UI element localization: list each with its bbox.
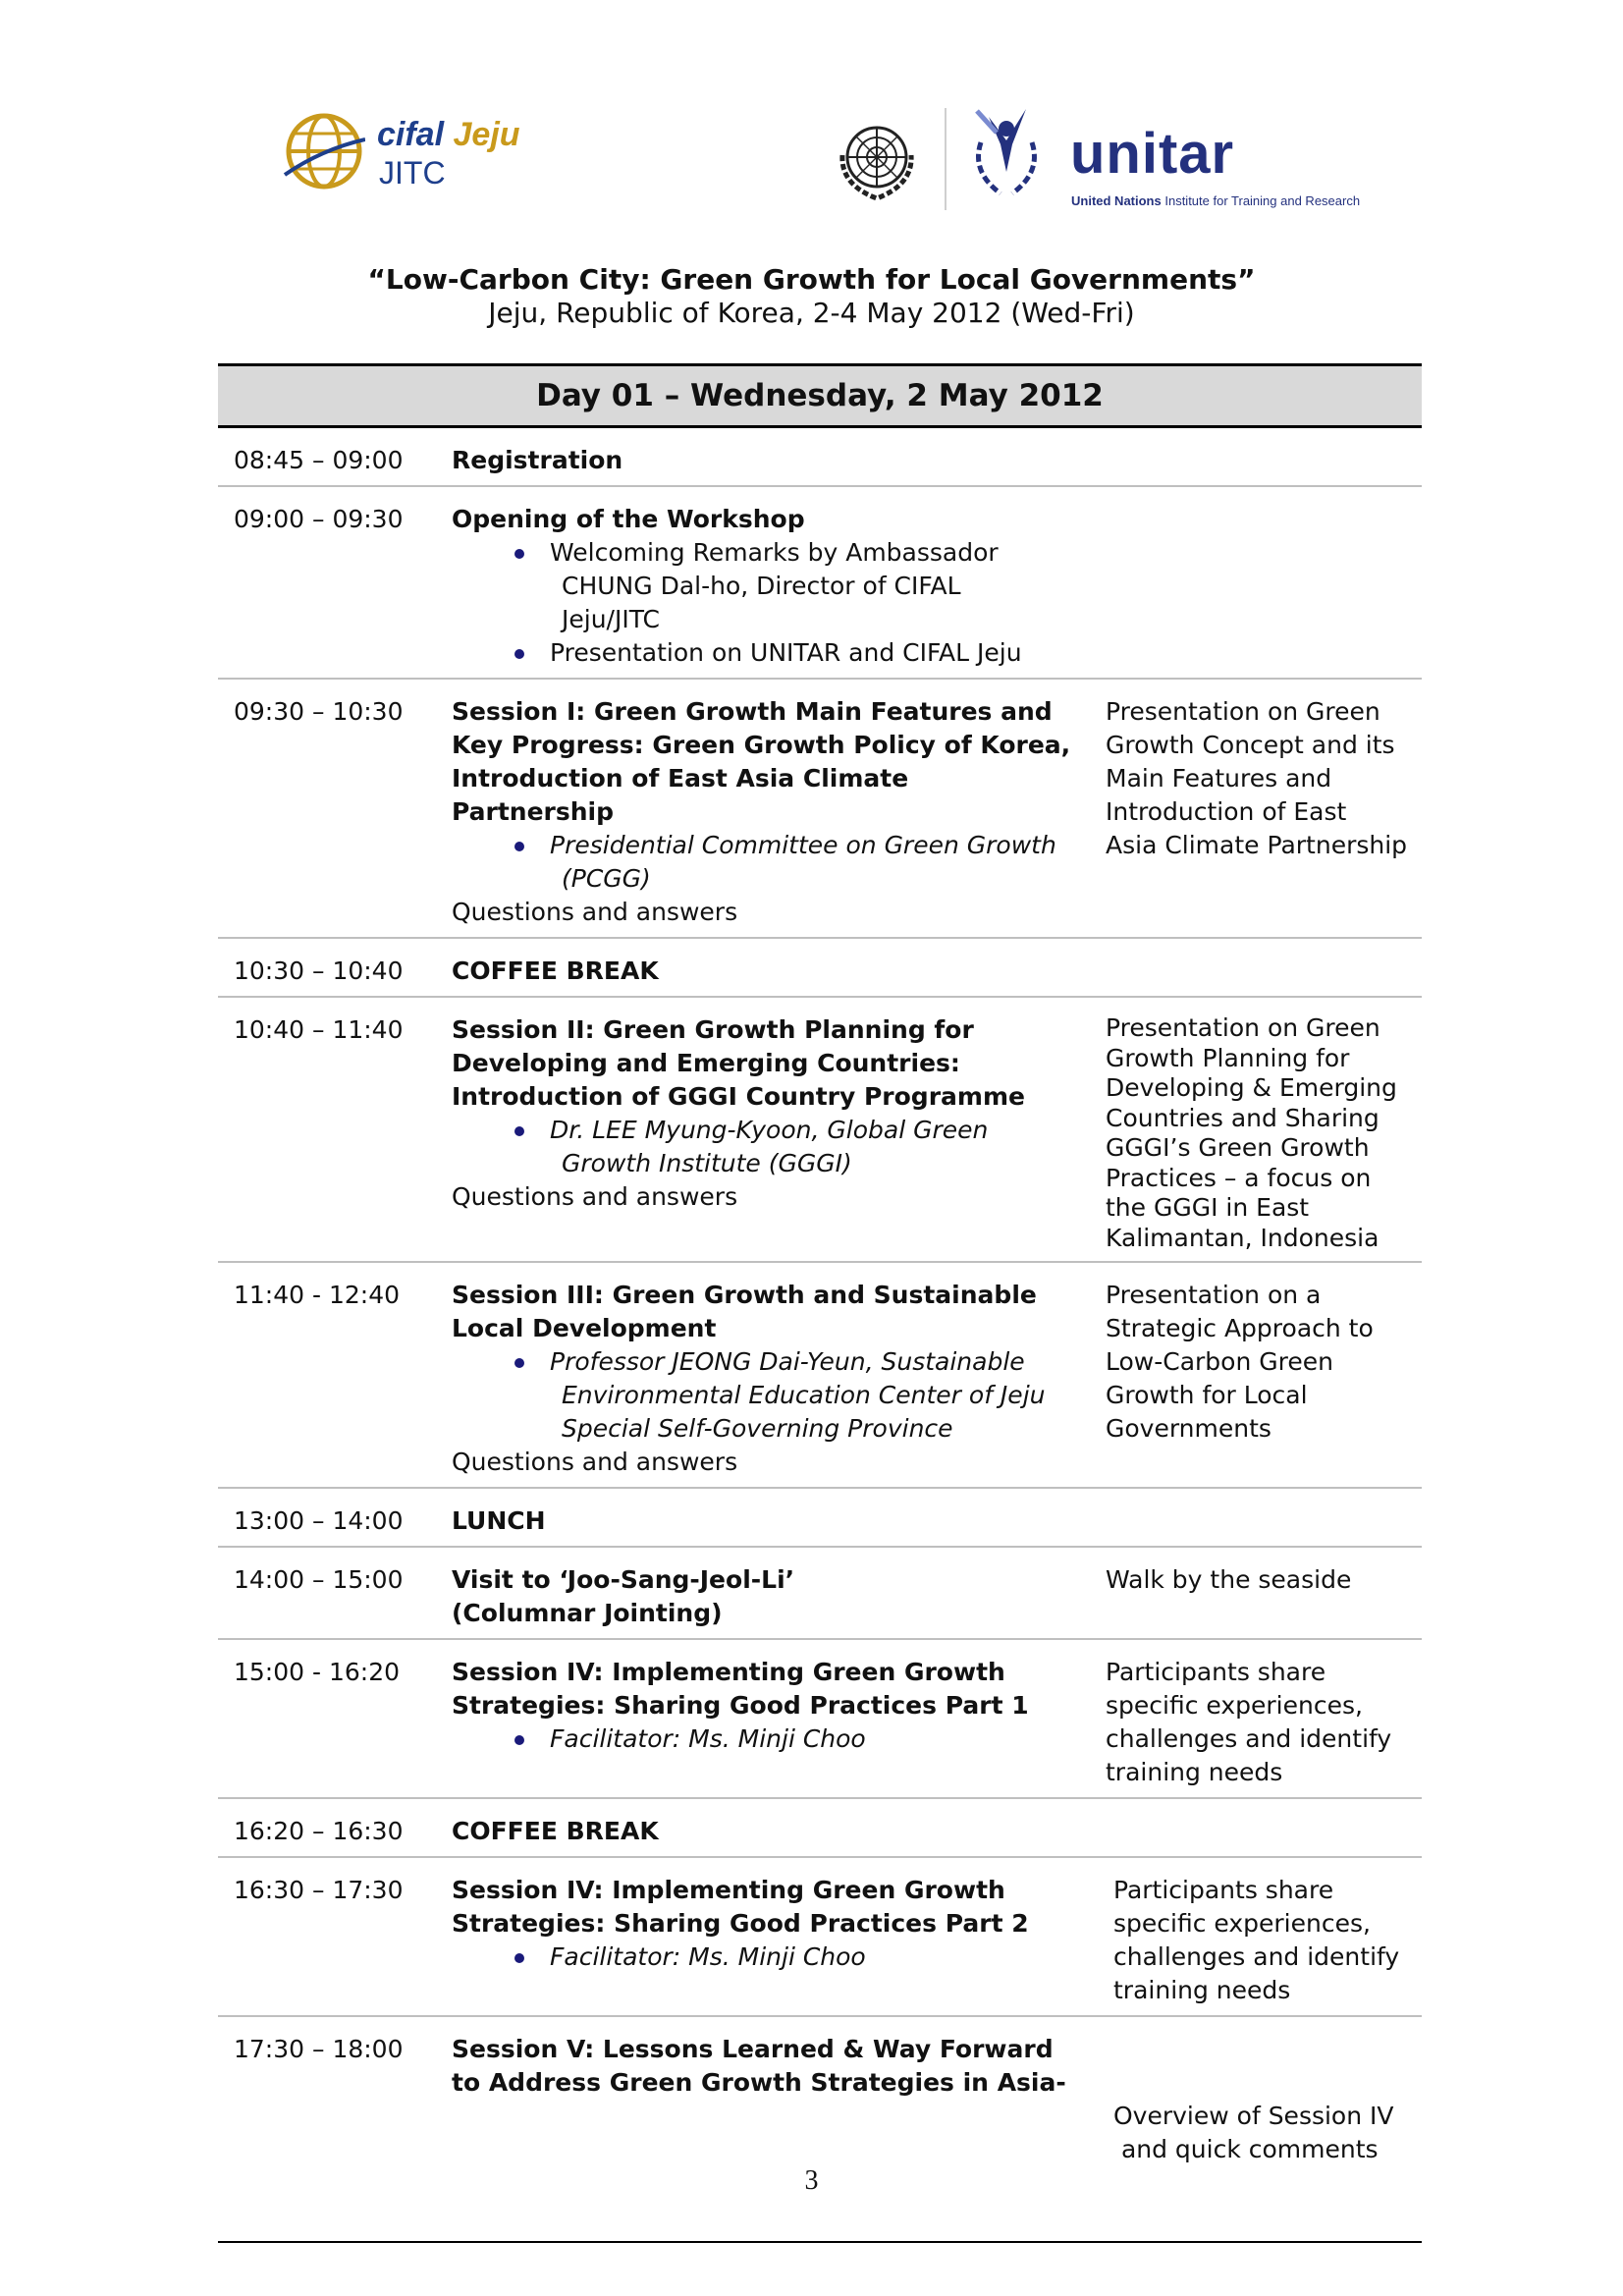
jitc-wordmark: JITC (379, 155, 446, 191)
page-number: 3 (804, 2165, 819, 2196)
session-cell (440, 2016, 1092, 2242)
cifal-jeju-logo (283, 110, 577, 198)
note-cell: Participants share specific experiences, challenges and identify training needs (1092, 1639, 1422, 1798)
note-cell: Overview of Session IV and quick comments (1092, 2016, 1422, 2242)
note-cell (1092, 1488, 1422, 1547)
note-cell: Walk by the seaside (1092, 1547, 1422, 1639)
table-row (218, 938, 1422, 997)
list-item: Presidential Committee on Green Growth (PCGG) (452, 829, 1084, 896)
bullet-list (452, 1345, 1084, 1446)
time-cell: 08:45 – 09:00 (218, 428, 440, 486)
note-cell (1092, 428, 1422, 486)
session-cell (440, 997, 1092, 1262)
list-item: Facilitator: Ms. Minji Choo (452, 1941, 1084, 1974)
table-row (218, 1488, 1422, 1547)
session-title: Session V: Lessons Learned & Way Forward to Address Green Growth Strategies in Asia- (452, 2035, 1066, 2097)
table-row (218, 997, 1422, 1262)
note-cell (1092, 938, 1422, 997)
table-row (218, 1639, 1422, 1798)
document-subtitle: Jeju, Republic of Korea, 2-4 May 2012 (Wed-Fri) (488, 297, 1135, 329)
qa-label: Questions and answers (452, 898, 738, 926)
table-row (218, 679, 1422, 938)
time-cell: 16:30 – 17:30 (218, 1857, 440, 2016)
table-row (218, 1798, 1422, 1857)
session-cell (440, 1639, 1092, 1798)
bullet-icon (514, 842, 524, 851)
un-emblem-icon (833, 116, 921, 204)
bullet-icon (514, 1358, 524, 1368)
bullet-list (452, 536, 1084, 670)
session-cell (440, 1547, 1092, 1639)
table-row (218, 1857, 1422, 2016)
session-title: Session IV: Implementing Green Growth Strategies: Sharing Good Practices Part 2 (452, 1876, 1029, 1938)
time-cell: 10:30 – 10:40 (218, 938, 440, 997)
table-row (218, 486, 1422, 679)
time-cell: 17:30 – 18:00 (218, 2016, 440, 2242)
session-cell (440, 486, 1092, 679)
globe-icon (283, 110, 365, 192)
note-cell (1092, 1798, 1422, 1857)
session-title: COFFEE BREAK (452, 1817, 659, 1845)
session-title: Session II: Green Growth Planning for Developing and Emerging Countries: Introduction of GGGI Country Programme (452, 1015, 1025, 1111)
session-cell (440, 1857, 1092, 2016)
unitar-wordmark: unitar (1070, 122, 1235, 186)
session-cell (440, 679, 1092, 938)
document-title: “Low-Carbon City: Green Growth for Local Governments” (367, 263, 1256, 296)
note-cell (1092, 486, 1422, 679)
time-cell: 10:40 – 11:40 (218, 997, 440, 1262)
table-row (218, 2016, 1422, 2242)
bullet-icon (514, 1735, 524, 1745)
logo-divider (945, 108, 947, 210)
table-row (218, 1547, 1422, 1639)
session-title: Registration (452, 446, 623, 474)
session-title: Session IV: Implementing Green Growth Strategies: Sharing Good Practices Part 1 (452, 1658, 1029, 1720)
cifal-wordmark: cifal Jeju (377, 116, 520, 153)
time-cell: 13:00 – 14:00 (218, 1488, 440, 1547)
list-item: Presentation on UNITAR and CIFAL Jeju (452, 636, 1084, 670)
time-cell: 16:20 – 16:30 (218, 1798, 440, 1857)
table-row (218, 1262, 1422, 1488)
note-cell: Presentation on a Strategic Approach to Low-Carbon Green Growth for Local Governments (1092, 1262, 1422, 1488)
table-row (218, 428, 1422, 486)
time-cell: 15:00 - 16:20 (218, 1639, 440, 1798)
list-item: Welcoming Remarks by Ambassador CHUNG Dal-ho, Director of CIFAL Jeju/JITC (452, 536, 1084, 636)
day-label: Day 01 – Wednesday, 2 May 2012 (536, 378, 1104, 413)
session-cell (440, 1488, 1092, 1547)
note-cell: Presentation on Green Growth Planning for Developing & Emerging Countries and Sharing GGGI’s Green Growth Practices – a focus on the GGGI in East Kalimantan, Indonesia (1092, 997, 1422, 1262)
day-header (218, 363, 1422, 428)
bullet-list (452, 829, 1084, 896)
session-cell (440, 938, 1092, 997)
bullet-list (452, 1114, 1084, 1180)
time-cell: 11:40 - 12:40 (218, 1262, 440, 1488)
session-cell (440, 1262, 1092, 1488)
session-cell (440, 1798, 1092, 1857)
unitar-logo (967, 103, 1399, 211)
note-cell: Participants share specific experiences, challenges and identify training needs (1092, 1857, 1422, 2016)
qa-label: Questions and answers (452, 1448, 738, 1476)
list-item: Dr. LEE Myung-Kyoon, Global Green Growth Institute (GGGI) (452, 1114, 1084, 1180)
bullet-icon (514, 1126, 524, 1136)
session-title: LUNCH (452, 1506, 546, 1535)
list-item: Professor JEONG Dai-Yeun, Sustainable Environmental Education Center of Jeju Special Self-Governing Province (452, 1345, 1084, 1446)
time-cell: 09:00 – 09:30 (218, 486, 440, 679)
session-title: Visit to ‘Joo-Sang-Jeol-Li’ (Columnar Jointing) (452, 1565, 795, 1627)
time-cell: 09:30 – 10:30 (218, 679, 440, 938)
bullet-icon (514, 549, 524, 559)
session-title: Session III: Green Growth and Sustainable Local Development (452, 1281, 1037, 1342)
session-title: COFFEE BREAK (452, 957, 659, 985)
session-title: Opening of the Workshop (452, 505, 805, 533)
session-cell (440, 428, 1092, 486)
qa-label: Questions and answers (452, 1182, 738, 1211)
schedule-table (218, 428, 1422, 2243)
bullet-icon (514, 649, 524, 659)
bullet-list (452, 1941, 1084, 1974)
bullet-list (452, 1722, 1084, 1756)
list-item: Facilitator: Ms. Minji Choo (452, 1722, 1084, 1756)
laurel-figure-icon (967, 103, 1046, 201)
session-title: Session I: Green Growth Main Features and Key Progress: Green Growth Policy of Korea, Introduction of East Asia Climate Partnership (452, 697, 1071, 826)
note-cell: Presentation on Green Growth Concept and its Main Features and Introduction of East Asia Climate Partnership (1092, 679, 1422, 938)
bullet-icon (514, 1953, 524, 1963)
time-cell: 14:00 – 15:00 (218, 1547, 440, 1639)
unitar-tagline: United Nations Institute for Training and Research (1071, 193, 1361, 208)
